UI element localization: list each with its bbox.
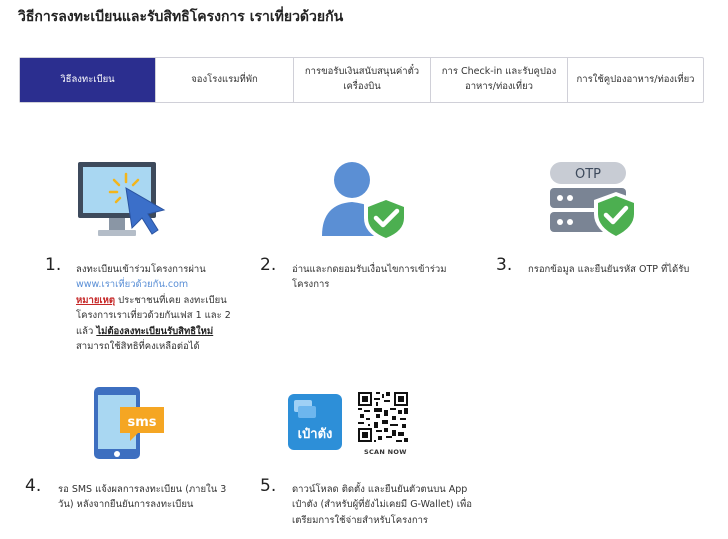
tab-register[interactable]: วิธีลงทะเบียน — [20, 58, 156, 102]
otp-label: OTP — [574, 167, 602, 182]
otp-shield-icon — [546, 160, 642, 248]
step-5-number: 5. — [260, 476, 277, 496]
step-1-text — [76, 262, 236, 354]
phone-sms-icon — [92, 385, 168, 465]
tab-coupon-usage[interactable]: การใช้คูปองอาหาร/ท่องเที่ยว — [576, 73, 695, 85]
step-3-number: 3. — [496, 255, 513, 275]
step-3-text: กรอกข้อมูล และยืนยันรหัส OTP ที่ได้รับ — [528, 264, 690, 275]
paotang-app-icon — [286, 392, 344, 456]
step-4-text: รอ SMS แจ้งผลการลงทะเบียน (ภายใน 3 วัน) หลังจากยืนยันการลงทะเบียน — [58, 484, 227, 511]
user-shield-icon — [320, 158, 412, 248]
step-4-number: 4. — [25, 476, 42, 496]
note-text: ประชาชนที่เคย ลงทะเบียนโครงการเราเที่ยวด้วยกันเฟส 1 และ 2 แล้ว — [76, 294, 231, 337]
register-site-link[interactable]: www.เราเที่ยวด้วยกัน.com — [76, 279, 189, 291]
tab-flight-subsidy[interactable]: การขอรับเงินสนับสนุนค่าตั๋วเครื่องบิน — [294, 58, 431, 102]
page-title: วิธีการลงทะเบียนและรับสิทธิโครงการ เราเที่ยวด้วยกัน — [18, 9, 344, 25]
paotang-label: เป๋าตัง — [297, 427, 333, 442]
step-1-line1: ลงทะเบียนเข้าร่วมโครงการผ่าน — [76, 264, 206, 275]
step-1-number: 1. — [45, 255, 62, 275]
step-2-number: 2. — [260, 255, 277, 275]
note-label: หมายเหตุ — [76, 294, 116, 306]
qr-code-icon[interactable] — [358, 392, 408, 446]
tab-checkin-coupon[interactable]: การ Check-in และรับคูปองอาหาร/ท่องเที่ยว — [431, 58, 568, 102]
tab-bar — [19, 57, 704, 103]
step-2-text: อ่านและกดยอมรับเงื่อนไขการเข้าร่วมโครงการ — [292, 264, 447, 291]
note-bold-text: ไม่ต้องลงทะเบียนรับสิทธิใหม่ — [96, 325, 214, 337]
note-tail: สามารถใช้สิทธิที่คงเหลือต่อได้ — [76, 340, 200, 352]
tab-hotel-booking[interactable]: จองโรงแรมที่พัก — [156, 58, 294, 102]
sms-label: sms — [127, 415, 157, 430]
computer-click-icon — [76, 160, 168, 248]
step-5-text: ดาวน์โหลด ติดตั้ง และยืนยันตัวตนบน App เป๋าตัง (สำหรับผู้ที่ยังไม่เคยมี G-Wallet) เพื่อเตรียมการใช้จ่ายสำหรับโครงการ — [292, 484, 472, 526]
scan-now-label: SCAN NOW — [364, 448, 407, 456]
